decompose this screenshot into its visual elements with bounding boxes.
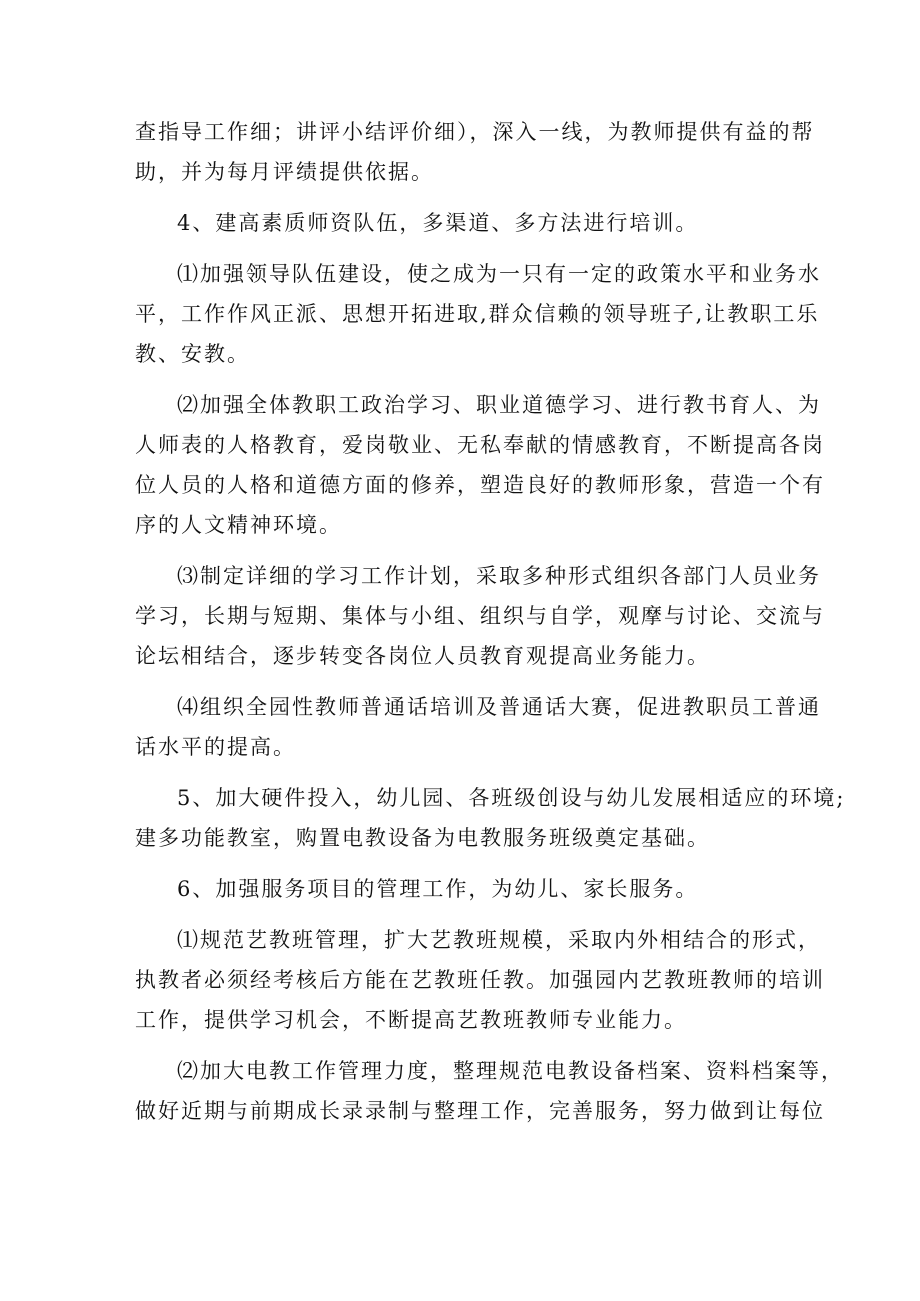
paragraph xyxy=(135,203,795,243)
text-line: 工作，提供学习机会，不断提高艺教班教师专业能力。 xyxy=(135,1008,687,1032)
text-line: ⑴加强领导队伍建设，使之成为一只有一定的政策水平和业务水 xyxy=(177,262,821,286)
document-body xyxy=(135,112,846,1131)
paragraph xyxy=(135,112,815,192)
text-line: ⑶制定详细的学习工作计划，采取多种形式组织各部门人员业务 xyxy=(177,564,821,588)
paragraph xyxy=(135,385,825,545)
paragraph xyxy=(135,556,825,676)
text-line: 4、建高素质师资队伍，多渠道、多方法进行培训。 xyxy=(177,211,699,235)
text-line: 位人员的人格和道德方面的修养，塑造良好的教师形象，营造一个有 xyxy=(135,473,825,497)
text-line: ⑵加强全体教职工政治学习、职业道德学习、进行教书育人、为 xyxy=(177,393,821,417)
paragraph xyxy=(135,920,825,1040)
text-line: 话水平的提高。 xyxy=(135,735,296,759)
text-line: 教、安教。 xyxy=(135,342,250,366)
text-line: 查指导工作细；讲评小结评价细），深入一线，为教师提供有益的帮 xyxy=(135,120,815,144)
text-line: 平，工作作风正派、思想开拓进取,群众信赖的领导班子,让教职工乐 xyxy=(135,302,820,326)
text-line: 序的人文精神环境。 xyxy=(135,513,342,537)
text-line: 5、加大硬件投入，幼儿园、各班级创设与幼儿发展相适应的环境; xyxy=(177,786,846,810)
text-line: 学习，长期与短期、集体与小组、组织与自学，观摩与讨论、交流与 xyxy=(135,604,825,628)
paragraph xyxy=(135,687,821,767)
text-line: 执教者必须经考核后方能在艺教班任教。加强园内艺教班教师的培训 xyxy=(135,968,825,992)
text-line: 做好近期与前期成长录录制与整理工作，完善服务，努力做到让每位 xyxy=(135,1099,825,1123)
text-line: ⑷组织全园性教师普通话培训及普通话大赛，促进教职员工普通 xyxy=(177,695,821,719)
paragraph xyxy=(135,1051,844,1131)
text-line: ⑴规范艺教班管理，扩大艺教班规模，采取内外相结合的形式， xyxy=(177,928,821,952)
text-line: 助，并为每月评绩提供依据。 xyxy=(135,160,434,184)
text-line: 建多功能教室，购置电教设备为电教服务班级奠定基础。 xyxy=(135,826,710,850)
paragraph xyxy=(135,869,795,909)
text-line: 论坛相结合，逐步转变各岗位人员教育观提高业务能力。 xyxy=(135,644,710,668)
paragraph xyxy=(135,254,821,374)
text-line: 人师表的人格教育，爱岗敬业、无私奉献的情感教育，不断提高各岗 xyxy=(135,433,825,457)
text-line: ⑵加大电教工作管理力度，整理规范电教设备档案、资料档案等， xyxy=(177,1059,844,1083)
paragraph xyxy=(135,778,846,858)
text-line: 6、加强服务项目的管理工作，为幼儿、家长服务。 xyxy=(177,877,699,901)
